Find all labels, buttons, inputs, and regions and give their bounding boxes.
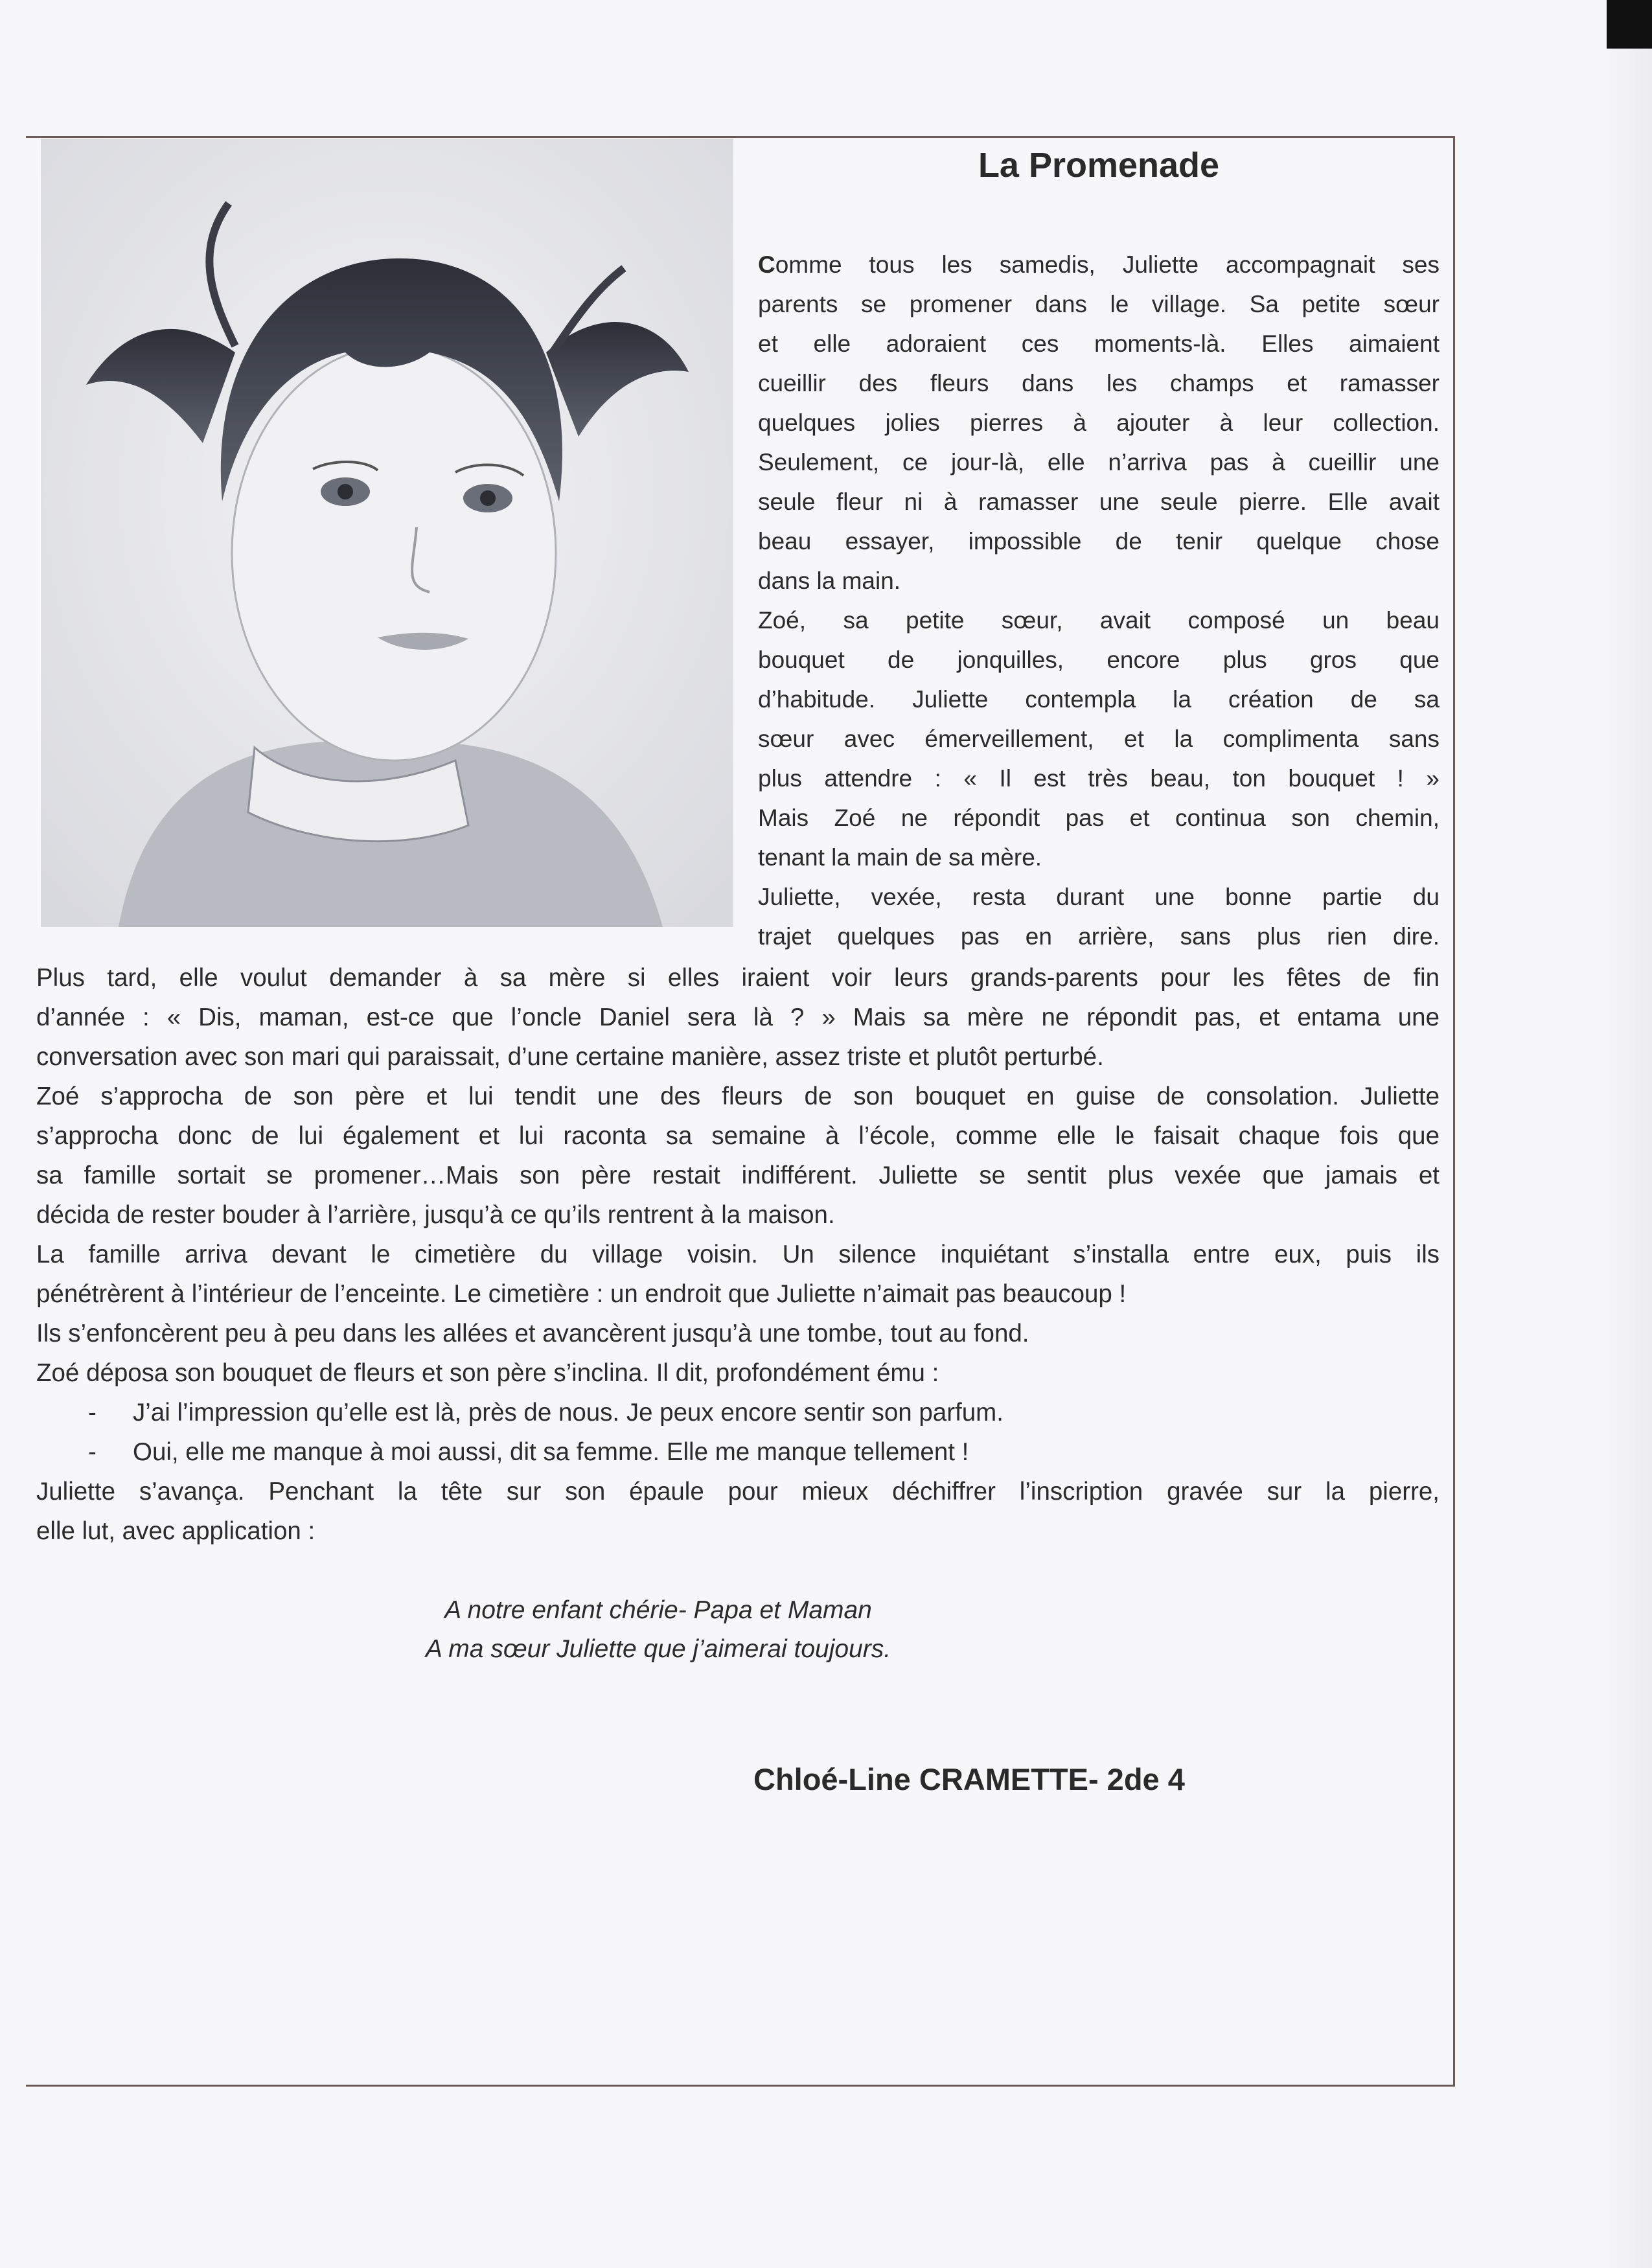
line-text: décida de rester bouder à l’arrière, jusqu’à ce qu’ils rentrent à la maison. — [36, 1201, 835, 1229]
dash-marker: - — [88, 1399, 97, 1426]
scan-edge — [1600, 0, 1652, 2268]
page-title: La Promenade — [978, 146, 1220, 185]
text-line — [758, 442, 1440, 482]
line-text: et elle adoraient ces moments-là. Elles aimaient — [758, 330, 1440, 357]
portrait-sketch-image — [41, 139, 733, 927]
author-signature: Chloé-Line CRAMETTE- 2de 4 — [753, 1762, 1185, 1796]
text-line — [36, 998, 1440, 1037]
line-text: La famille arriva devant le cimetière du village voisin. Un silence inquiétant s’installa entre eux, puis ils — [36, 1241, 1440, 1268]
line-text: tenant la main de sa mère. — [758, 844, 1042, 871]
text-line — [758, 640, 1440, 680]
text-line — [758, 877, 1440, 917]
drop-initial: C — [758, 251, 775, 278]
dialogue-text: Oui, elle me manque à moi aussi, dit sa femme. Elle me manque tellement ! — [133, 1438, 969, 1466]
line-text: bouquet de jonquilles, encore plus gros que — [758, 647, 1440, 673]
scan-corner — [1607, 0, 1652, 49]
line-text: d’année : « Dis, maman, est-ce que l’oncle Daniel sera là ? » Mais sa mère ne répondit pas, et entama une — [36, 1003, 1440, 1031]
line-text: Zoé s’approcha de son père et lui tendit une des fleurs de son bouquet en guise de consolation. Juliette — [36, 1082, 1440, 1110]
line-text: trajet quelques pas en arrière, sans plus rien dire. — [758, 923, 1440, 950]
line-text: Mais Zoé ne répondit pas et continua son chemin, — [758, 805, 1440, 831]
text-line — [36, 1037, 1440, 1077]
line-text: sœur avec émerveillement, et la complimenta sans — [758, 726, 1440, 752]
story-column-text — [758, 245, 1440, 956]
text-line — [758, 363, 1440, 403]
text-line — [36, 1274, 1440, 1314]
line-text: parents se promener dans le village. Sa petite sœur — [758, 291, 1440, 317]
tombstone-inscription — [259, 1591, 1057, 1669]
text-line — [758, 917, 1440, 956]
line-text: pénétrèrent à l’intérieur de l’enceinte. Le cimetière : un endroit que Juliette n’aimait pas beaucoup ! — [36, 1280, 1127, 1308]
text-line — [758, 482, 1440, 521]
line-text: Juliette, vexée, resta durant une bonne partie du — [758, 884, 1440, 910]
line-text: plus attendre : « Il est très beau, ton bouquet ! » — [758, 765, 1440, 792]
text-line — [758, 561, 1440, 601]
text-line — [36, 1472, 1440, 1511]
text-line — [36, 1156, 1440, 1195]
dialogue-text: J’ai l’impression qu’elle est là, près de nous. Je peux encore sentir son parfum. — [133, 1399, 1004, 1426]
text-line — [758, 403, 1440, 442]
text-line — [36, 1235, 1440, 1274]
text-line — [36, 1511, 1440, 1551]
line-text: seule fleur ni à ramasser une seule pierre. Elle avait — [758, 488, 1440, 515]
line-text: Ils s’enfoncèrent peu à peu dans les allées et avancèrent jusqu’à une tombe, tout au fond. — [36, 1320, 1029, 1347]
line-text: quelques jolies pierres à ajouter à leur collection. — [758, 409, 1440, 436]
line-text: Juliette s’avança. Penchant la tête sur son épaule pour mieux déchiffrer l’inscription gravée sur la pierre, — [36, 1478, 1440, 1506]
text-line — [36, 1353, 1440, 1393]
line-text: cueillir des fleurs dans les champs et ramasser — [758, 370, 1440, 396]
line-text: Zoé déposa son bouquet de fleurs et son père s’inclina. Il dit, profondément ému : — [36, 1359, 939, 1387]
text-line — [758, 680, 1440, 719]
text-line — [758, 245, 1440, 284]
dialogue-line — [36, 1393, 1440, 1432]
text-line — [758, 798, 1440, 838]
line-text: omme tous les samedis, Juliette accompagnait ses — [775, 251, 1440, 278]
dash-marker: - — [88, 1438, 97, 1466]
text-line — [758, 719, 1440, 759]
text-line — [36, 1195, 1440, 1235]
line-text: Seulement, ce jour-là, elle n’arriva pas à cueillir une — [758, 449, 1440, 475]
text-line — [758, 324, 1440, 363]
line-text: sa famille sortait se promener…Mais son père restait indifférent. Juliette se sentit plus vexée que jamais et — [36, 1162, 1440, 1189]
text-line — [758, 838, 1440, 877]
story-full-width-text — [36, 958, 1440, 1551]
line-text: Plus tard, elle voulut demander à sa mère si elles iraient voir leurs grands-parents pour les fêtes de fin — [36, 964, 1440, 992]
text-line — [758, 284, 1440, 324]
text-line — [36, 1116, 1440, 1156]
text-line — [758, 521, 1440, 561]
line-text: beau essayer, impossible de tenir quelque chose — [758, 528, 1440, 555]
line-text: d’habitude. Juliette contempla la création de sa — [758, 686, 1440, 713]
line-text: dans la main. — [758, 567, 901, 594]
line-text: Zoé, sa petite sœur, avait composé un beau — [758, 607, 1440, 634]
line-text: s’approcha donc de lui également et lui raconta sa semaine à l’école, comme elle le faisait chaque fois que — [36, 1122, 1440, 1150]
inscription-line: A notre enfant chérie- Papa et Maman — [444, 1596, 872, 1624]
text-line — [758, 759, 1440, 798]
dialogue-line — [36, 1432, 1440, 1472]
inscription-line: A ma sœur Juliette que j’aimerai toujours. — [425, 1635, 891, 1663]
line-text: elle lut, avec application : — [36, 1517, 315, 1545]
text-line — [758, 601, 1440, 640]
text-line — [36, 958, 1440, 998]
text-line — [36, 1077, 1440, 1116]
line-text: conversation avec son mari qui paraissait, d’une certaine manière, assez triste et plutôt perturbé. — [36, 1043, 1104, 1071]
text-line — [36, 1314, 1440, 1353]
